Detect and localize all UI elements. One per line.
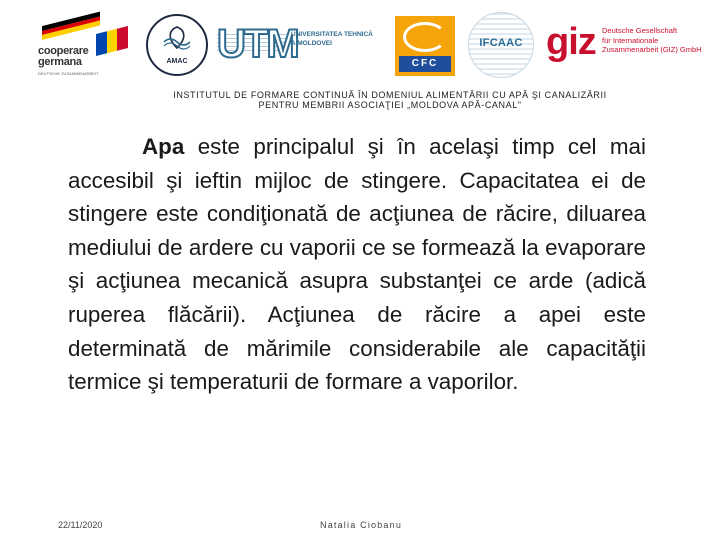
amac-emblem-icon: [161, 24, 193, 52]
logo-bar: [0, 0, 720, 90]
moldovan-flag-icon: [96, 26, 128, 56]
footer-author: Natalia Ciobanu: [320, 520, 403, 530]
amac-wordmark: AMAC: [166, 58, 188, 65]
cfc-wordmark: CFC: [399, 56, 451, 72]
slide-body: [68, 130, 646, 399]
giz-logo: [546, 22, 711, 72]
utm-logo: [217, 20, 377, 70]
giz-monogram: giz: [546, 21, 596, 63]
cooperare-germana-logo: [38, 16, 128, 78]
utm-wordmark: UNIVERSITATEA TEHNICĂ A MOLDOVEI: [291, 31, 373, 47]
utm-monogram: UTM: [217, 22, 298, 66]
institute-header: [100, 90, 680, 110]
body-lead-word: Apa: [142, 134, 185, 159]
institute-title-line2: PENTRU MEMBRII ASOCIAŢIEI „MOLDOVA APĂ-CANAL”: [258, 100, 522, 110]
cooperare-germana-wordmark: cooperare germana: [38, 45, 89, 68]
cooperare-subtitle: DEUTSCHE ZUSAMMENARBEIT: [38, 71, 99, 76]
cfc-arc-icon: [403, 22, 447, 52]
footer-date: 22/11/2020: [58, 520, 103, 530]
body-text: este principalul şi în acelaşi timp cel mai accesibil şi ieftin mijloc de stingere. Capacitatea ei de stingere este condiţionată de acţiunea de răcire, diluarea mediului de ardere cu vaporii ce se formează la evaporare şi acţiunea mecanică asupra substanţei ce arde (adică ruperea flăcării). Acţiunea de răcire a apei este determinată de mărimile considerabile ale capacităţii termice şi temperaturii de formare a vaporilor.: [68, 134, 646, 395]
ifcaac-wordmark: IFCAAC: [479, 37, 523, 49]
institute-title-line1: INSTITUTUL DE FORMARE CONTINUĂ ÎN DOMENIUL ALIMENTĂRII CU APĂ ŞI CANALIZĂRII: [173, 90, 607, 100]
amac-logo: [146, 14, 208, 76]
ifcaac-logo: [468, 12, 534, 78]
cfc-logo: [395, 16, 455, 76]
body-paragraph: [68, 130, 646, 399]
german-flag-icon: [42, 12, 100, 40]
giz-wordmark: Deutsche Gesellschaft für Internationale Zusammenarbeit (GIZ) GmbH: [602, 26, 702, 54]
